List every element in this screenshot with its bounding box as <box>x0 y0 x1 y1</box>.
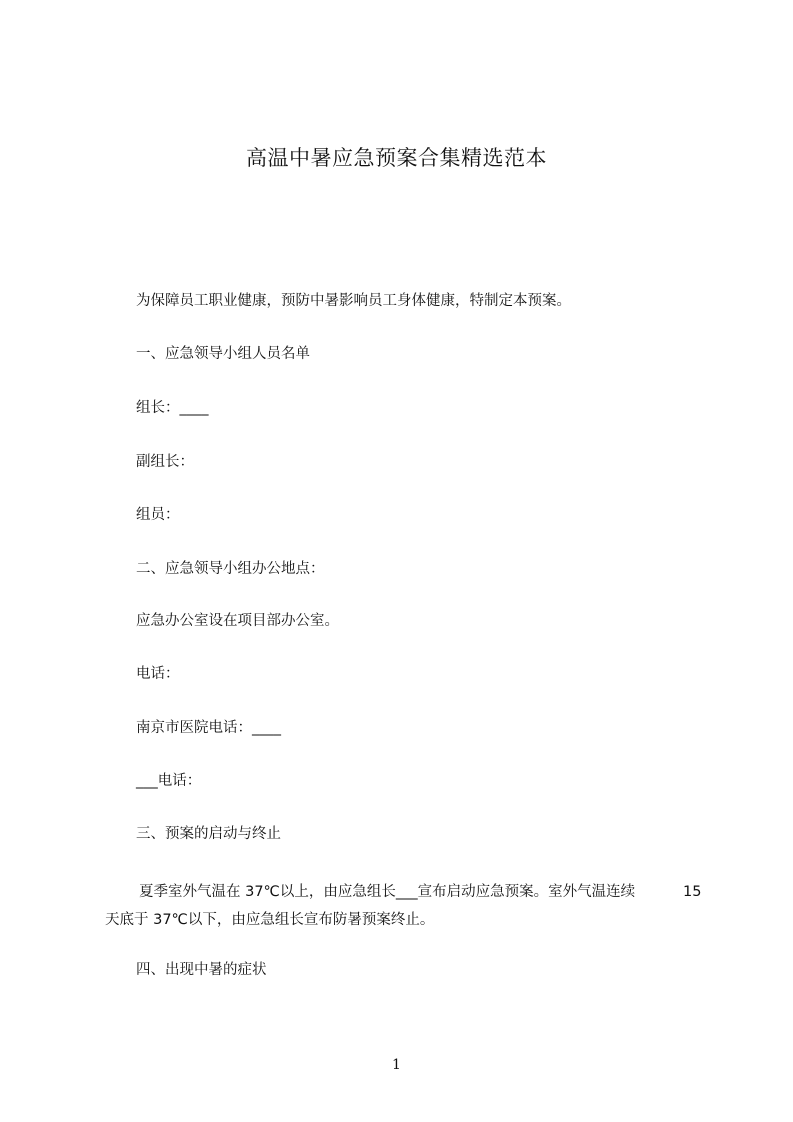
deputy-leader-line: 副组长： <box>136 454 194 470</box>
section-heading-1: 一、应急领导小组人员名单 <box>136 346 310 362</box>
activation-paragraph <box>105 878 705 934</box>
section-heading-2: 二、应急领导小组办公地点： <box>136 561 325 577</box>
paragraph-line-1: 夏季室外气温在 37℃以上，由应急组长___宣布启动应急预案。室外气温连续 <box>139 884 636 900</box>
blank-phone-line: ___电话： <box>136 773 202 789</box>
section-heading-4: 四、出现中暑的症状 <box>136 962 267 978</box>
document-title: 高温中暑应急预案合集精选范本 <box>246 146 547 170</box>
page-number: 1 <box>392 1057 401 1073</box>
section-heading-3: 三、预案的启动与终止 <box>136 826 281 842</box>
paragraph-line-2: 天底于 37℃以下，由应急组长宣布防暑预案终止。 <box>105 912 435 928</box>
intro-text: 为保障员工职业健康，预防中暑影响员工身体健康，特制定本预案。 <box>136 293 571 309</box>
hospital-phone-line: 南京市医院电话：____ <box>136 720 281 736</box>
members-line: 组员： <box>136 507 180 523</box>
paragraph-number: 15 <box>683 884 702 900</box>
office-location-text: 应急办公室设在项目部办公室。 <box>136 613 339 629</box>
team-leader-line: 组长：____ <box>136 400 209 416</box>
phone-line: 电话： <box>136 666 180 682</box>
